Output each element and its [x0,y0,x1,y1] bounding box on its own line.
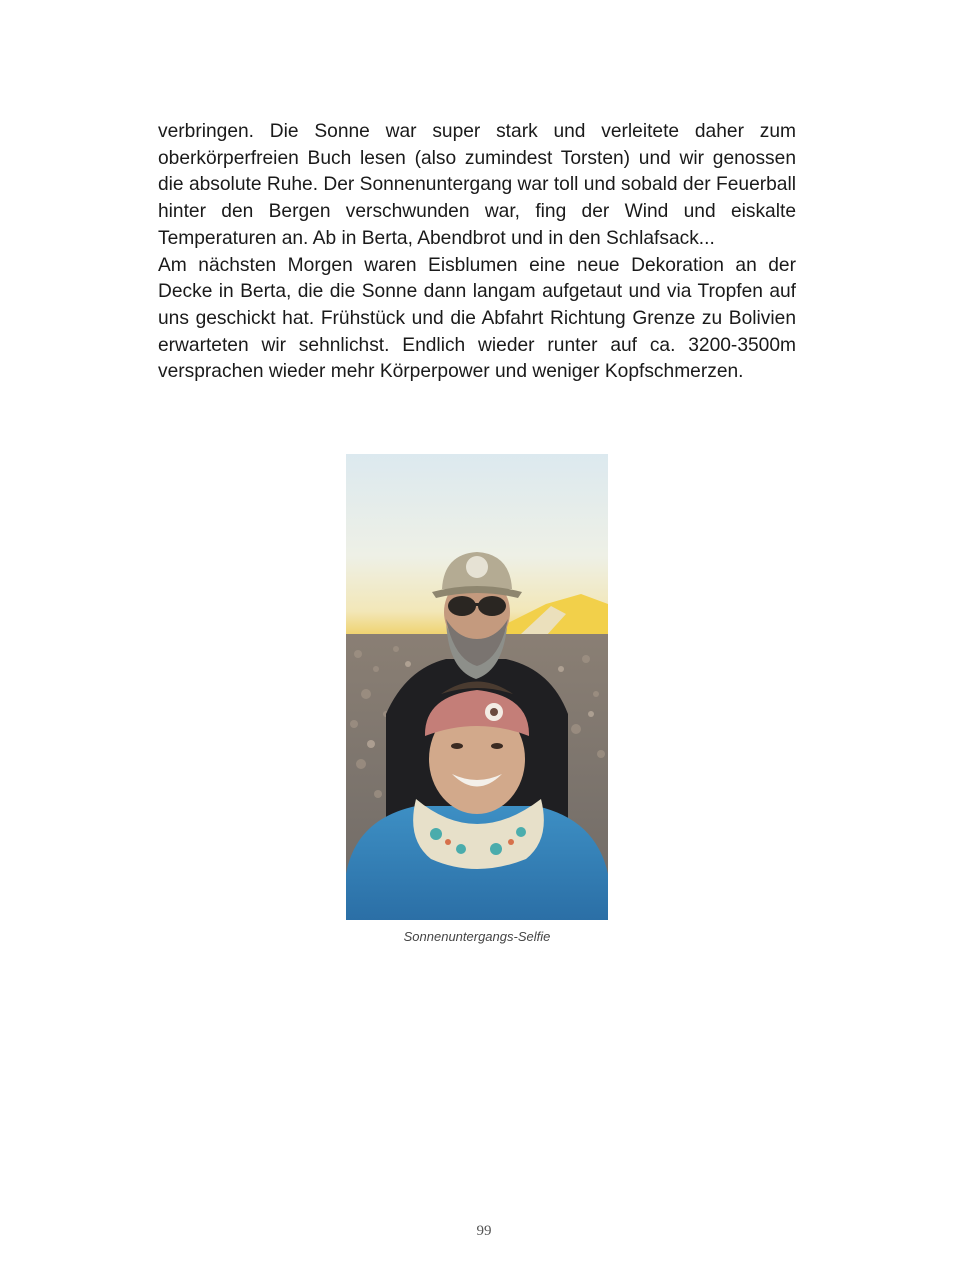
paragraph-1: verbringen. Die Sonne war super stark und verleitete daher zum oberkörperfreien Buch lesen (also zumindest Torsten) und wir genossen die absolute Ruhe. Der Sonnenuntergang war toll und sobald der Feuerball hinter den Bergen verschwunden war, fing der Wind und eiskalte Temperaturen an. Ab in Berta, Abendbrot und in den Schlafsack... [158,121,796,249]
page-number: 99 [476,1223,492,1239]
paragraph-2: Am nächsten Morgen waren Eisblumen eine neue Dekoration an der Decke in Berta, die die Sonne dann langam aufgetaut und via Tropfen auf uns geschickt hat. Frühstück und die Abfahrt Richtung Grenze zu Bolivien erwarteten wir sehnlichst. Endlich wieder runter auf ca. 3200-3500m versprachen wieder mehr Körperpower und weniger Kopfschmerzen. [158,254,796,383]
body-text [158,119,796,386]
figure-caption: Sonnenuntergangs-Selfie [403,929,551,944]
selfie-photo [346,454,608,920]
